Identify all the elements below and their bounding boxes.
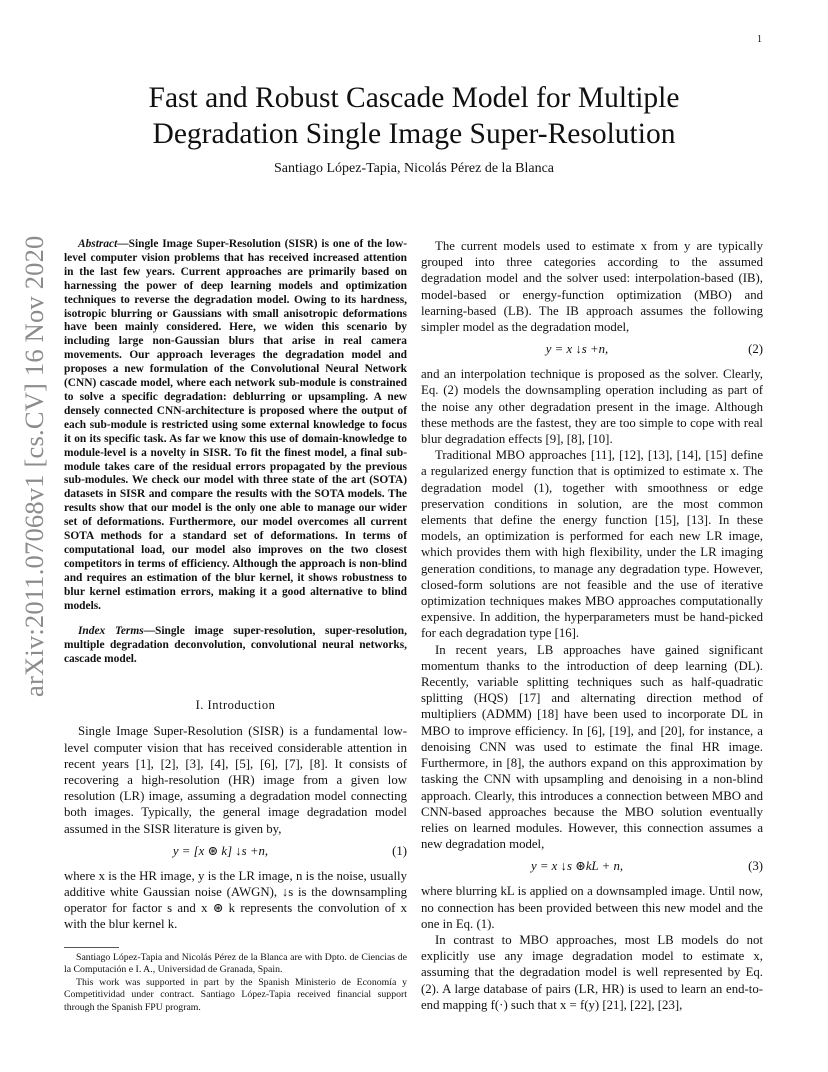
equation-2-expression: y = x ↓s +n, xyxy=(545,342,609,357)
title-line-2: Degradation Single Image Super-Resolution xyxy=(152,118,676,150)
paper-title xyxy=(60,80,768,152)
right-paragraph-2: and an interpolation technique is proposed as the solver. Clearly, Eq. (2) models the downsampling operation including as part of the noise any other degradation present in the image. Although these methods are the fastest, they are too simple to cope with real blur degradation effects [9], [8], [10]. xyxy=(421,367,763,447)
equation-2 xyxy=(421,341,763,358)
intro-paragraph-1: Single Image Super-Resolution (SISR) is a fundamental low-level computer vision that has received considerable attention in recent years [1], [2], [3], [4], [5], [6], [7], [8]. It consists of recovering a high-resolution (HR) image from a given low resolution (LR) image, assuming a degradation model connecting both images. Typically, the general image degradation model assumed in the SISR literature is given by, xyxy=(64,724,407,836)
equation-3-expression: y = x ↓s ⊛kL + n, xyxy=(530,859,624,874)
equation-1-number: (1) xyxy=(392,843,407,858)
abstract xyxy=(64,238,407,613)
right-column xyxy=(421,238,763,1013)
intro-paragraph-2: where x is the HR image, y is the LR image, n is the noise, usually additive white Gaussian noise (AWGN), ↓s is the downsampling operator for factor s and x ⊛ k represents the convolution of x with the blur kernel k. xyxy=(64,868,407,932)
section-heading-introduction: I. Introduction xyxy=(195,698,276,713)
index-terms-text: —Single image super-resolution, super-resolution, multiple degradation deconvolution, convolutional neural networks, cascade model. xyxy=(64,625,407,666)
right-paragraph-5: where blurring kL is applied on a downsampled image. Until now, no connection has been provided between this new model and the one in Eq. (1). xyxy=(421,884,763,931)
footnote-affiliation: Santiago López-Tapia and Nicolás Pérez de la Blanca are with Dpto. de Ciencias de la Computación e I. A., Universidad de Granada, Spain. xyxy=(64,951,407,976)
equation-2-number: (2) xyxy=(748,342,763,357)
index-terms-label: Index Terms xyxy=(78,625,144,638)
author-list: Santiago López-Tapia, Nicolás Pérez de la Blanca xyxy=(273,161,555,176)
abstract-label: Abstract xyxy=(78,238,118,250)
equation-3 xyxy=(421,858,763,875)
right-paragraph-4: In recent years, LB approaches have gained significant momentum thanks to the introduction of deep learning (DL). Recently, variable splitting techniques such as half-quadratic splitting (HQS) [17] and alternating direction method of multipliers (ADMM) [18] have been used to incorporate DL in MBO to improve efficiency. In [6], [19], and [20], for instance, a denoising CNN was used to estimate the final HR image. Furthermore, in [8], the authors expand on this approximation by tasking the CNN with upsampling and denoising in a non-blind approach. Clearly, this introduces a connection between MBO and CNN-based approaches because the MBO solution eventually relies on learned modules. However, this connection assumes a new degradation model, xyxy=(421,642,763,852)
right-paragraph-3: Traditional MBO approaches [11], [12], [13], [14], [15] define a regularized energy function that is optimized to estimate x. The degradation model (1), together with smoothness or edge preservation conditions in solution, are the most common elements that define the energy function [15], [13]. In these models, an optimization is performed for each new LR image, which provides them with high flexibility, under the LR imaging generation conditions, to manage any degradation type. However, closed-form solutions are not feasible and the use of iterative optimization techniques makes MBO approaches computationally expensive. In addition, the hyperparameters must be hand-picked for each degradation type [16]. xyxy=(421,448,763,641)
footnote-funding: This work was supported in part by the Spanish Ministerio de Economía y Competitividad under contract. Santiago López-Tapia received financial support through the Spanish FPU program. xyxy=(64,976,407,1013)
title-line-1: Fast and Robust Cascade Model for Multiple xyxy=(148,82,680,114)
equation-1 xyxy=(64,843,407,860)
page-number: 1 xyxy=(757,34,762,45)
footnote-rule xyxy=(64,947,119,948)
abstract-text: —Single Image Super-Resolution (SISR) is one of the low-level computer vision problems that has received increased attention in the last few years. Current approaches are primarily based on harnessing the power of deep learning models and optimization techniques to reverse the degradation model. Owing to its hardness, isotropic blurring or Gaussians with small anisotropic deformations have been mainly considered. Here, we widen this scenario by including large non-Gaussian blurs that arise in real camera movements. Our approach leverages the degradation model and proposes a new formulation of the Convolutional Neural Network (CNN) cascade model, where each network sub-module is constrained to solve a specific degradation: deblurring or upsampling. A new densely connected CNN-architecture is proposed where the output of each sub-module is restricted using some external knowledge to focus it on its specific task. As far we know this use of domain-knowledge to module-level is a novelty in SISR. To fit the finest model, a final sub-module takes care of the residual errors propagated by the previous sub-modules. We check our model with three state of the art (SOTA) datasets in SISR and compare the results with the SOTA models. The results show that our model is the only one able to manage our wider set of deformations. Furthermore, our model overcomes all current SOTA methods for a standard set of deformations. In terms of computational load, our model also improves on the two closest competitors in terms of efficiency. Although the approach is non-blind and requires an estimation of the blur kernel, it shows robustness to blur kernel estimation errors, making it a good alternative to blind models. xyxy=(64,238,407,612)
equation-3-number: (3) xyxy=(748,859,763,874)
right-paragraph-6: In contrast to MBO approaches, most LB models do not explicitly use any image degradation model to estimate x, assuming that the degradation model is well represented by Eq. (2). A large database of pairs (LR, HR) is used to learn an end-to-end mapping f(·) such that x = f(y) [21], [22], [23], xyxy=(421,932,763,1012)
right-paragraph-1: The current models used to estimate x from y are typically grouped into three categories according to the assumed degradation model and the solver used: interpolation-based (IB), model-based or energy-function optimization (MBO) and learning-based (LB). The IB approach assumes the following simpler model as the degradation model, xyxy=(421,239,763,335)
arxiv-stamp: arXiv:2011.07068v1 [cs.CV] 16 Nov 2020 xyxy=(19,235,49,697)
equation-1-expression: y = [x ⊛ k] ↓s +n, xyxy=(172,843,269,858)
left-column xyxy=(64,238,407,1015)
index-terms xyxy=(64,625,407,667)
